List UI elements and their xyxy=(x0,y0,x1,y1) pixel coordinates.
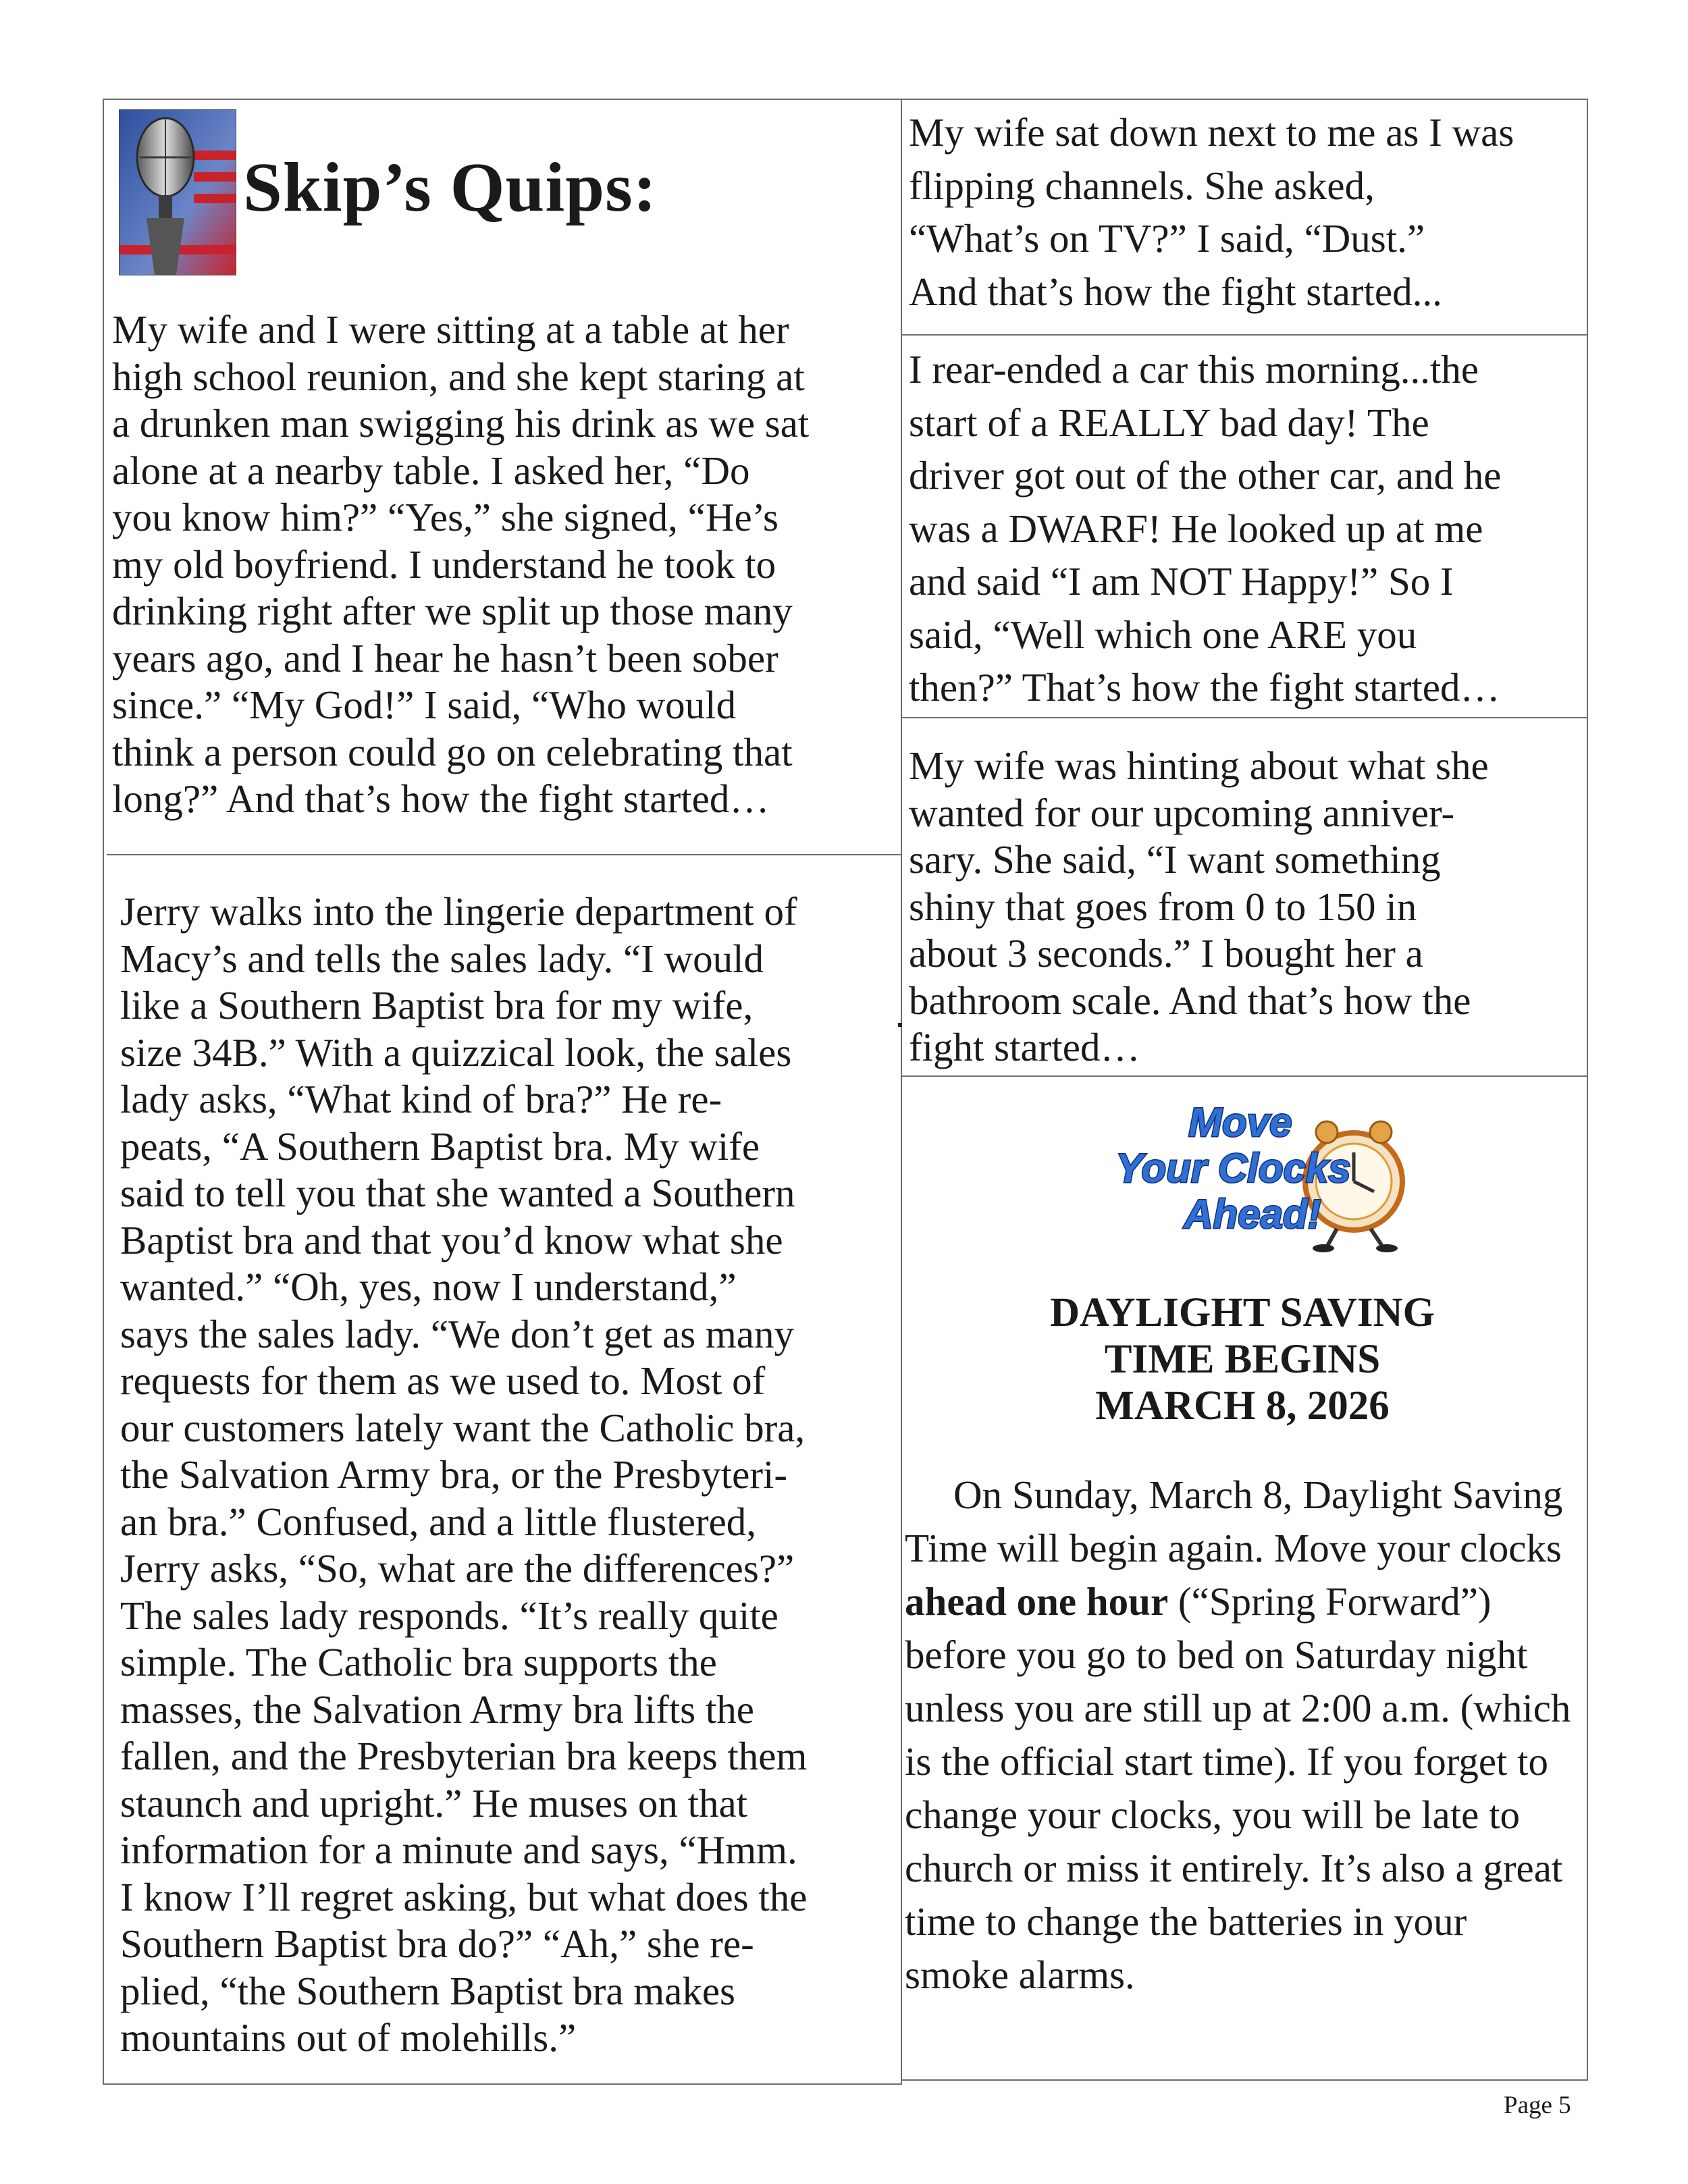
dst-body xyxy=(905,1468,1580,2002)
dst-body-part2: (“Spring Forward”) before you go to bed on Saturday night unless you are still up at 2:00 a.m. (which is the official start time). If you forget to change your clocks, you will be late to church or miss it entirely. It’s also a great time to change the batteries in your smoke alarms. xyxy=(905,1579,1571,1997)
page-title: Skip’s Quips: xyxy=(243,149,658,226)
divider-right-1 xyxy=(902,334,1588,336)
story-anniversary: My wife was hinting about what she wanted for our upcoming anniver- sary. She said, “I want something shiny that goes from 0 to 150 in about 3 seconds.” I bought her a bathroom scale. And that’s how the fight started… xyxy=(909,743,1489,1069)
clock-icon xyxy=(1094,1090,1411,1252)
dst-heading: DAYLIGHT SAVING TIME BEGINS MARCH 8, 2026 xyxy=(1049,1290,1435,1429)
story-tv: My wife sat down next to me as I was flipping channels. She asked, “What’s on TV?” I said, “Dust.” And that’s how the fight started... xyxy=(909,110,1514,314)
dst-body-part1: On Sunday, March 8, Daylight Saving Time will begin again. Move your clocks xyxy=(905,1472,1563,1570)
divider-right-2 xyxy=(902,717,1588,718)
divider-left xyxy=(107,854,901,855)
clip-art-caption xyxy=(0,0,1,1)
story-jerry: Jerry walks into the lingerie department of Macy’s and tells the sales lady. “I would like a Southern Baptist bra for my wife, size 34B.” With a quizzical look, the sales lady asks, “What kind of bra?” He re- peats, “A Southern Baptist bra. My wife said to tell you that she wanted a Southern Baptist bra and that you’d know what she wanted.” “Oh, yes, now I understand,” says the sales lady. “We don’t get as many requests for them as we used to. Most of our customers lately want the Catholic bra, the Salvation Army bra, or the Presbyteri- an bra.” Confused, and a little flustered, Jerry asks, “So, what are the differences?” The sales lady responds. “It’s really quite simple. The Catholic bra supports the masses, the Salvation Army bra lifts the fallen, and the Presbyterian bra keeps them staunch and upright.” He muses on that information for a minute and says, “Hmm. I know I’ll regret asking, but what does the Southern Baptist bra do?” “Ah,” she re- plied, “the Southern Baptist bra makes mountains out of molehills.” xyxy=(120,889,808,2060)
dst-body-bold: ahead one hour xyxy=(905,1579,1169,1624)
page-number: Page 5 xyxy=(1504,2092,1571,2119)
divider-right-3 xyxy=(902,1075,1588,1077)
story-reunion: My wife and I were sitting at a table at her high school reunion, and she kept staring at a drunken man swigging his drink as we sat alone at a nearby table. I asked her, “Do you know him?” “Yes,” she signed, “He’s my old boyfriend. I understand he took to drinking right after we split up those many years ago, and I hear he hasn’t been sober since.” “My God!” I said, “Who would think a person could go on celebrating that long?” And that’s how the fight started… xyxy=(112,307,810,821)
clip-art-text: Move Your Clocks Ahead! xyxy=(1115,1100,1351,1237)
story-dwarf: I rear-ended a car this morning...the start of a REALLY bad day! The driver got out of the other car, and he was a DWARF! He looked up at me and said “I am NOT Happy!” So I said, “Well which one ARE you then?” That’s how the fight started… xyxy=(909,347,1502,710)
stray-mark xyxy=(898,1023,902,1027)
microphone-icon xyxy=(119,109,236,275)
